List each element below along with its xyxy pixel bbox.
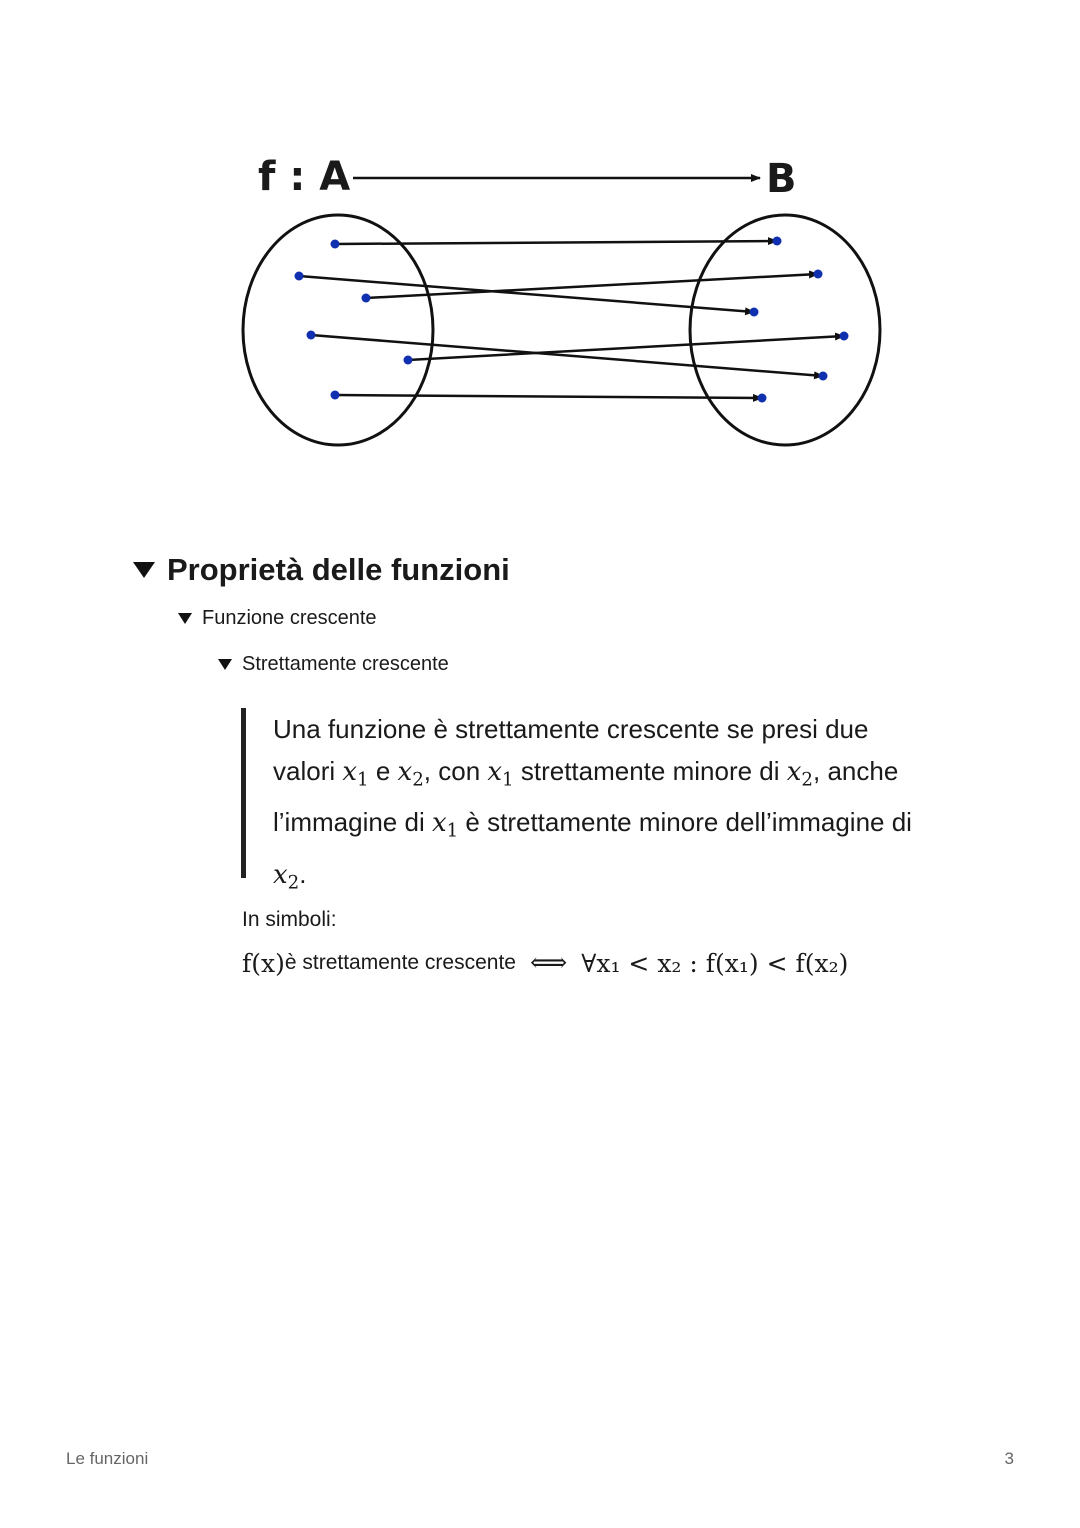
codomain-point bbox=[758, 394, 767, 403]
toggle-strictly-increasing[interactable] bbox=[218, 653, 449, 676]
definition-quote bbox=[241, 708, 921, 894]
domain-point bbox=[295, 272, 304, 281]
function-mapping-diagram bbox=[220, 140, 920, 470]
mapping-arrow bbox=[335, 241, 777, 244]
set-b-ellipse bbox=[690, 215, 880, 445]
function-label: f : A bbox=[258, 154, 351, 200]
set-a-ellipse bbox=[243, 215, 433, 445]
math-variable: $x_2$ bbox=[397, 757, 424, 791]
section-title: Proprietà delle funzioni bbox=[167, 552, 510, 587]
math-variable: $x_2$ bbox=[273, 859, 300, 894]
definition-text: Una funzione è strettamente crescente se presi due valori bbox=[273, 714, 869, 786]
definition-text: strettamente minore di bbox=[513, 756, 787, 786]
mapping-svg bbox=[220, 140, 920, 470]
math-variable: $x_1$ bbox=[487, 757, 514, 791]
definition-text: è strettamente minore dell’immagine di bbox=[458, 807, 912, 838]
page-number: 3 bbox=[1004, 1449, 1014, 1468]
symbolic-definition bbox=[242, 948, 848, 978]
footer-document-title: Le funzioni bbox=[66, 1449, 149, 1468]
definition-text: , anche l’immagine di bbox=[273, 756, 899, 838]
toggle-increasing-function[interactable] bbox=[178, 607, 377, 630]
codomain-point bbox=[840, 332, 849, 341]
symbols-label: In simboli: bbox=[242, 908, 337, 931]
iff-symbol: ⟺ bbox=[529, 948, 568, 978]
definition-text: e bbox=[368, 756, 398, 786]
codomain-label: B bbox=[766, 156, 797, 202]
math-variable: $x_2$ bbox=[786, 757, 813, 791]
codomain-point bbox=[819, 372, 828, 381]
definition-text: , con bbox=[423, 756, 488, 786]
mapping-arrow bbox=[335, 395, 762, 398]
math-variable: $x_1$ bbox=[431, 808, 459, 842]
subsubsection-title: Strettamente crescente bbox=[242, 653, 449, 675]
domain-point bbox=[331, 240, 340, 249]
domain-point bbox=[307, 331, 316, 340]
toggle-heading-properties[interactable] bbox=[133, 552, 510, 588]
formula-lhs: f(x) bbox=[242, 948, 285, 978]
formula-rhs: ∀x₁ < x₂ : f(x₁) < f(x₂) bbox=[581, 948, 849, 978]
subsection-title: Funzione crescente bbox=[202, 607, 377, 629]
triangle-down-icon[interactable] bbox=[178, 613, 192, 624]
codomain-point bbox=[814, 270, 823, 279]
triangle-down-icon[interactable] bbox=[133, 562, 155, 578]
domain-point bbox=[362, 294, 371, 303]
formula-lhs-text: è strettamente crescente bbox=[284, 951, 516, 974]
domain-point bbox=[331, 391, 340, 400]
math-variable: $x_1$ bbox=[342, 757, 369, 791]
codomain-point bbox=[773, 237, 782, 246]
codomain-point bbox=[750, 308, 759, 317]
domain-point bbox=[404, 356, 413, 365]
definition-text: . bbox=[299, 858, 307, 889]
triangle-down-icon[interactable] bbox=[218, 659, 232, 670]
